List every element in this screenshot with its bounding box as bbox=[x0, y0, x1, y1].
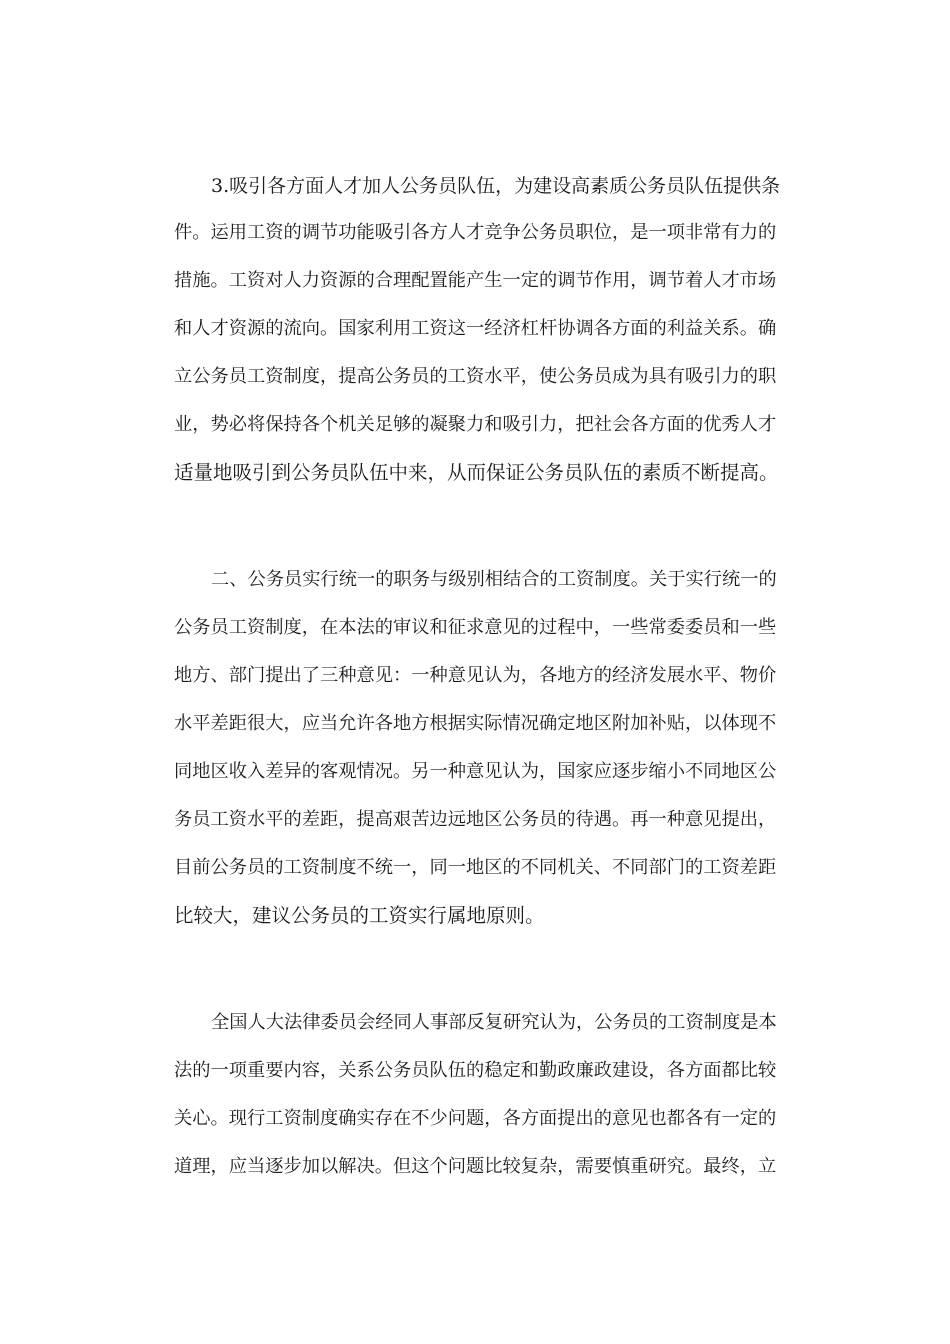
paragraph-line: 法的一项重要内容，关系公务员队伍的稳定和勤政廉政建设，各方面都比较 bbox=[174, 1060, 777, 1081]
paragraph-line: 水平差距很大，应当允许各地方根据实际情况确定地区附加补贴，以体现不 bbox=[174, 713, 777, 734]
paragraph-line: 件。运用工资的调节功能吸引各方人才竞争公务员职位，是一项非常有力的 bbox=[174, 222, 777, 243]
paragraph-line: 关心。现行工资制度确实存在不少问题，各方面提出的意见也都各有一定的 bbox=[174, 1108, 777, 1129]
paragraph-line: 二、公务员实行统一的职务与级别相结合的工资制度。关于实行统一的 bbox=[211, 569, 777, 590]
paragraph-line: 全国人大法律委员会经同人事部反复研究认为，公务员的工资制度是本 bbox=[211, 1012, 777, 1033]
paragraph-line: 3.吸引各方面人才加人公务员队伍，为建设高素质公务员队伍提供条 bbox=[211, 175, 781, 197]
paragraph-line: 务员工资水平的差距，提高艰苦边远地区公务员的待遇。再一种意见提出， bbox=[174, 809, 777, 830]
paragraph-line: 地方、部门提出了三种意见：一种意见认为，各地方的经济发展水平、物价 bbox=[174, 665, 777, 686]
paragraph-line: 业，势必将保持各个机关足够的凝聚力和吸引力，把社会各方面的优秀人才 bbox=[174, 414, 777, 435]
paragraph-line: 同地区收入差异的客观情况。另一种意见认为，国家应逐步缩小不同地区公 bbox=[174, 761, 777, 782]
paragraph-line: 道理，应当逐步加以解决。但这个问题比较复杂，需要慎重研究。最终，立 bbox=[174, 1156, 777, 1177]
paragraph-line: 适量地吸引到公务员队伍中来，从而保证公务员队伍的素质不断提高。 bbox=[174, 461, 779, 484]
paragraph-line: 立公务员工资制度，提高公务员的工资水平，使公务员成为具有吸引力的职 bbox=[174, 366, 777, 387]
paragraph-line: 和人才资源的流向。国家利用工资这一经济杠杆协调各方面的利益关系。确 bbox=[174, 318, 777, 339]
paragraph-line: 比较大，建议公务员的工资实行属地原则。 bbox=[174, 904, 545, 927]
paragraph-line: 目前公务员的工资制度不统一，同一地区的不同机关、不同部门的工资差距 bbox=[174, 857, 777, 878]
paragraph-line: 公务员工资制度，在本法的审议和征求意见的过程中，一些常委委员和一些 bbox=[174, 617, 777, 638]
paragraph-line: 措施。工资对人力资源的合理配置能产生一定的调节作用，调节着人才市场 bbox=[174, 270, 777, 291]
